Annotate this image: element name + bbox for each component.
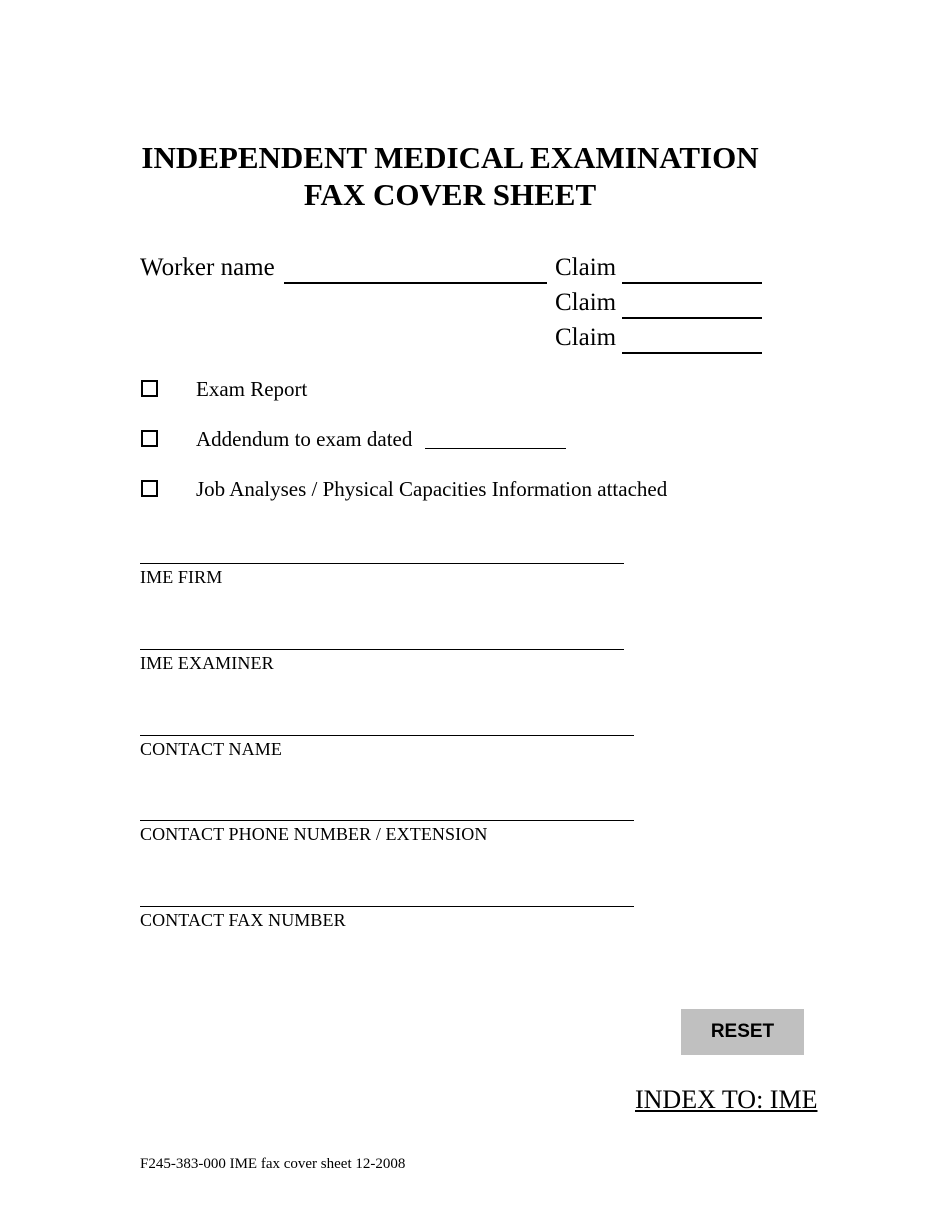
addendum-date-field[interactable] bbox=[425, 448, 566, 449]
contact-phone-label: CONTACT PHONE NUMBER / EXTENSION bbox=[140, 824, 488, 844]
contact-name-label: CONTACT NAME bbox=[140, 739, 282, 759]
claim-label-2: Claim bbox=[555, 289, 617, 316]
claim-field-3[interactable] bbox=[622, 352, 762, 354]
job-analyses-checkbox[interactable] bbox=[141, 480, 158, 497]
reset-button[interactable]: RESET bbox=[681, 1009, 804, 1055]
exam-report-label: Exam Report bbox=[196, 377, 308, 401]
contact-fax-field[interactable] bbox=[140, 906, 634, 907]
ime-firm-label: IME FIRM bbox=[140, 567, 223, 587]
addendum-checkbox[interactable] bbox=[141, 430, 158, 447]
ime-firm-field[interactable] bbox=[140, 563, 624, 564]
ime-examiner-label: IME EXAMINER bbox=[140, 653, 274, 673]
exam-report-checkbox[interactable] bbox=[141, 380, 158, 397]
page-title-line2: FAX COVER SHEET bbox=[303, 177, 597, 212]
addendum-label: Addendum to exam dated bbox=[196, 427, 413, 451]
claim-label-3: Claim bbox=[555, 324, 617, 351]
contact-name-field[interactable] bbox=[140, 735, 634, 736]
index-to-ime-link[interactable]: INDEX TO: IME bbox=[635, 1085, 818, 1114]
claim-label-1: Claim bbox=[555, 254, 617, 281]
contact-fax-label: CONTACT FAX NUMBER bbox=[140, 910, 346, 930]
form-id-footer: F245-383-000 IME fax cover sheet 12-2008 bbox=[140, 1156, 406, 1172]
contact-phone-field[interactable] bbox=[140, 820, 634, 821]
claim-field-1[interactable] bbox=[622, 282, 762, 284]
worker-name-label: Worker name bbox=[140, 254, 275, 281]
ime-examiner-field[interactable] bbox=[140, 649, 624, 650]
job-analyses-label: Job Analyses / Physical Capacities Information attached bbox=[196, 477, 668, 501]
worker-name-field[interactable] bbox=[284, 282, 547, 284]
claim-field-2[interactable] bbox=[622, 317, 762, 319]
page-title-line1: INDEPENDENT MEDICAL EXAMINATION bbox=[141, 140, 759, 175]
